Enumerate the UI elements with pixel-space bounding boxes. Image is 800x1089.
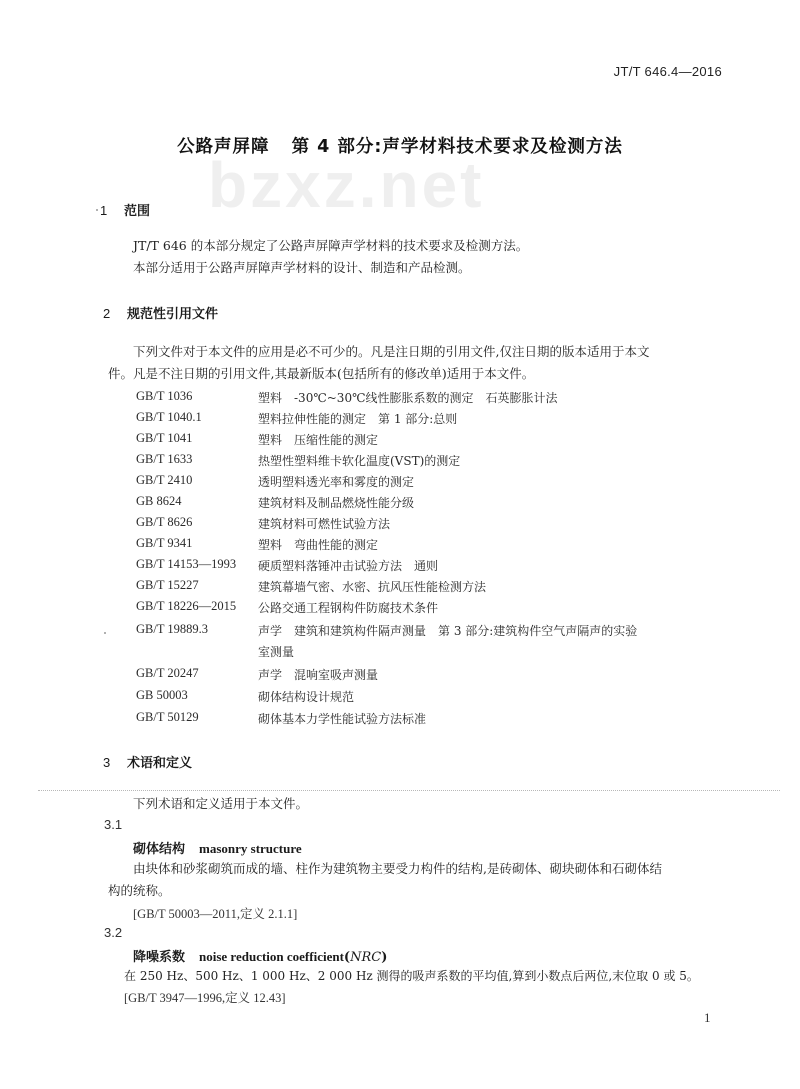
reference-title-continuation: 室测量 (258, 645, 295, 659)
reference-title: 砌体基本力学性能试验方法标准 (258, 712, 427, 726)
reference-code: GB/T 1040.1 (136, 410, 202, 424)
reference-title: 建筑材料可燃性试验方法 (258, 517, 391, 531)
term-definition-line-2: 构的统称。 (108, 883, 171, 898)
reference-title: 声学 建筑和建筑构件隔声测量 第 3 部分:建筑构件空气声隔声的实验 (258, 624, 638, 638)
reference-row (136, 710, 426, 727)
reference-title: 建筑幕墙气密、水密、抗风压性能检测方法 (258, 580, 487, 594)
scan-artifact-rule (38, 790, 780, 791)
reference-row (136, 452, 460, 469)
abbr-open-paren: ( (343, 950, 351, 965)
reference-code: GB/T 8626 (136, 515, 193, 529)
reference-code: GB/T 1041 (136, 431, 193, 445)
section-heading-scope (100, 200, 150, 219)
reference-title: 砌体结构设计规范 (258, 690, 355, 704)
terms-intro: 下列术语和定义适用于本文件。 (133, 796, 309, 811)
title-part-b: 第 4 部分:声学材料技术要求及检测方法 (291, 137, 623, 157)
reference-row (136, 410, 457, 427)
abbr-close-paren: ) (381, 950, 388, 965)
reference-row (136, 599, 438, 616)
scope-paragraph-1: JT/T 646 的本部分规定了公路声屏障声学材料的技术要求及检测方法。 (133, 238, 529, 253)
term-entry (133, 946, 387, 965)
stray-mark (96, 209, 98, 211)
document-title (0, 133, 800, 158)
reference-row (136, 431, 378, 448)
reference-row (136, 557, 438, 574)
section-heading-normative-references (103, 303, 218, 322)
stray-mark (104, 632, 106, 634)
reference-code: GB/T 50129 (136, 710, 199, 724)
reference-code: GB/T 1036 (136, 389, 193, 403)
reference-title: 声学 混响室吸声测量 (258, 668, 379, 682)
reference-row (136, 536, 378, 553)
reference-row (136, 494, 414, 511)
reference-title: 塑料拉伸性能的测定 第 1 部分:总则 (258, 412, 458, 426)
term-en: noise reduction coefficient (199, 949, 344, 964)
section-number: 3 (103, 755, 111, 770)
term-source: [GB/T 50003—2011,定义 2.1.1] (133, 907, 298, 921)
reference-code: GB/T 18226—2015 (136, 599, 237, 613)
reference-title: 热塑性塑料维卡软化温度(VST)的测定 (258, 454, 461, 468)
reference-code: GB/T 20247 (136, 666, 199, 680)
reference-row (136, 515, 390, 532)
reference-row (136, 622, 637, 639)
reference-row (136, 389, 558, 406)
reference-title: 硬质塑料落锤冲击试验方法 通则 (258, 559, 439, 573)
reference-code: GB/T 1633 (136, 452, 193, 466)
section-number: 2 (103, 306, 111, 321)
standard-code: JT/T 646.4—2016 (613, 64, 722, 79)
section-number: 1 (100, 203, 108, 218)
reference-row (136, 688, 354, 705)
reference-code: GB/T 15227 (136, 578, 199, 592)
references-intro-line-1: 下列文件对于本文件的应用是必不可少的。凡是注日期的引用文件,仅注日期的版本适用于本文 (133, 344, 650, 359)
reference-row (136, 578, 486, 595)
references-intro-line-2: 件。凡是不注日期的引用文件,其最新版本(包括所有的修改单)适用于本文件。 (108, 366, 535, 381)
reference-code: GB/T 14153—1993 (136, 557, 237, 571)
reference-row (136, 666, 378, 683)
clause-number: 3.1 (104, 817, 123, 832)
term-source: [GB/T 3947—1996,定义 12.43] (124, 991, 286, 1005)
reference-title: 公路交通工程钢构件防腐技术条件 (258, 601, 439, 615)
term-abbreviation: NRC (350, 950, 382, 965)
term-zh: 降噪系数 (133, 950, 186, 965)
reference-title: 塑料 压缩性能的测定 (258, 433, 379, 447)
clause-number: 3.2 (104, 925, 123, 940)
scope-paragraph-2: 本部分适用于公路声屏障声学材料的设计、制造和产品检测。 (133, 260, 471, 275)
section-title: 范围 (124, 204, 151, 219)
reference-code: GB/T 19889.3 (136, 622, 208, 636)
reference-code: GB 50003 (136, 688, 188, 702)
reference-code: GB 8624 (136, 494, 182, 508)
watermark: bzxz.net (208, 149, 485, 221)
reference-code: GB/T 9341 (136, 536, 193, 550)
reference-title: 塑料 弯曲性能的测定 (258, 538, 379, 552)
section-heading-terms-definitions (103, 752, 192, 771)
section-title: 规范性引用文件 (127, 307, 219, 322)
term-entry (133, 838, 302, 857)
section-title: 术语和定义 (127, 756, 193, 771)
reference-title: 透明塑料透光率和雾度的测定 (258, 475, 415, 489)
term-definition-line-1: 在 250 Hz、500 Hz、1 000 Hz、2 000 Hz 测得的吸声系数的平均值,算到小数点后两位,末位取 0 或 5。 (124, 969, 699, 983)
reference-title: 塑料 -30℃~30℃线性膨胀系数的测定 石英膨胀计法 (258, 391, 558, 405)
reference-title: 建筑材料及制品燃烧性能分级 (258, 496, 415, 510)
page-number: 1 (704, 1010, 711, 1025)
title-part-a: 公路声屏障 (177, 137, 270, 157)
term-definition-line-1: 由块体和砂浆砌筑而成的墙、柱作为建筑物主要受力构件的结构,是砖砌体、砌块砌体和石砌体结 (133, 861, 662, 876)
reference-code: GB/T 2410 (136, 473, 193, 487)
term-zh: 砌体结构 (133, 842, 186, 857)
reference-row (136, 473, 414, 490)
term-en: masonry structure (199, 841, 302, 856)
